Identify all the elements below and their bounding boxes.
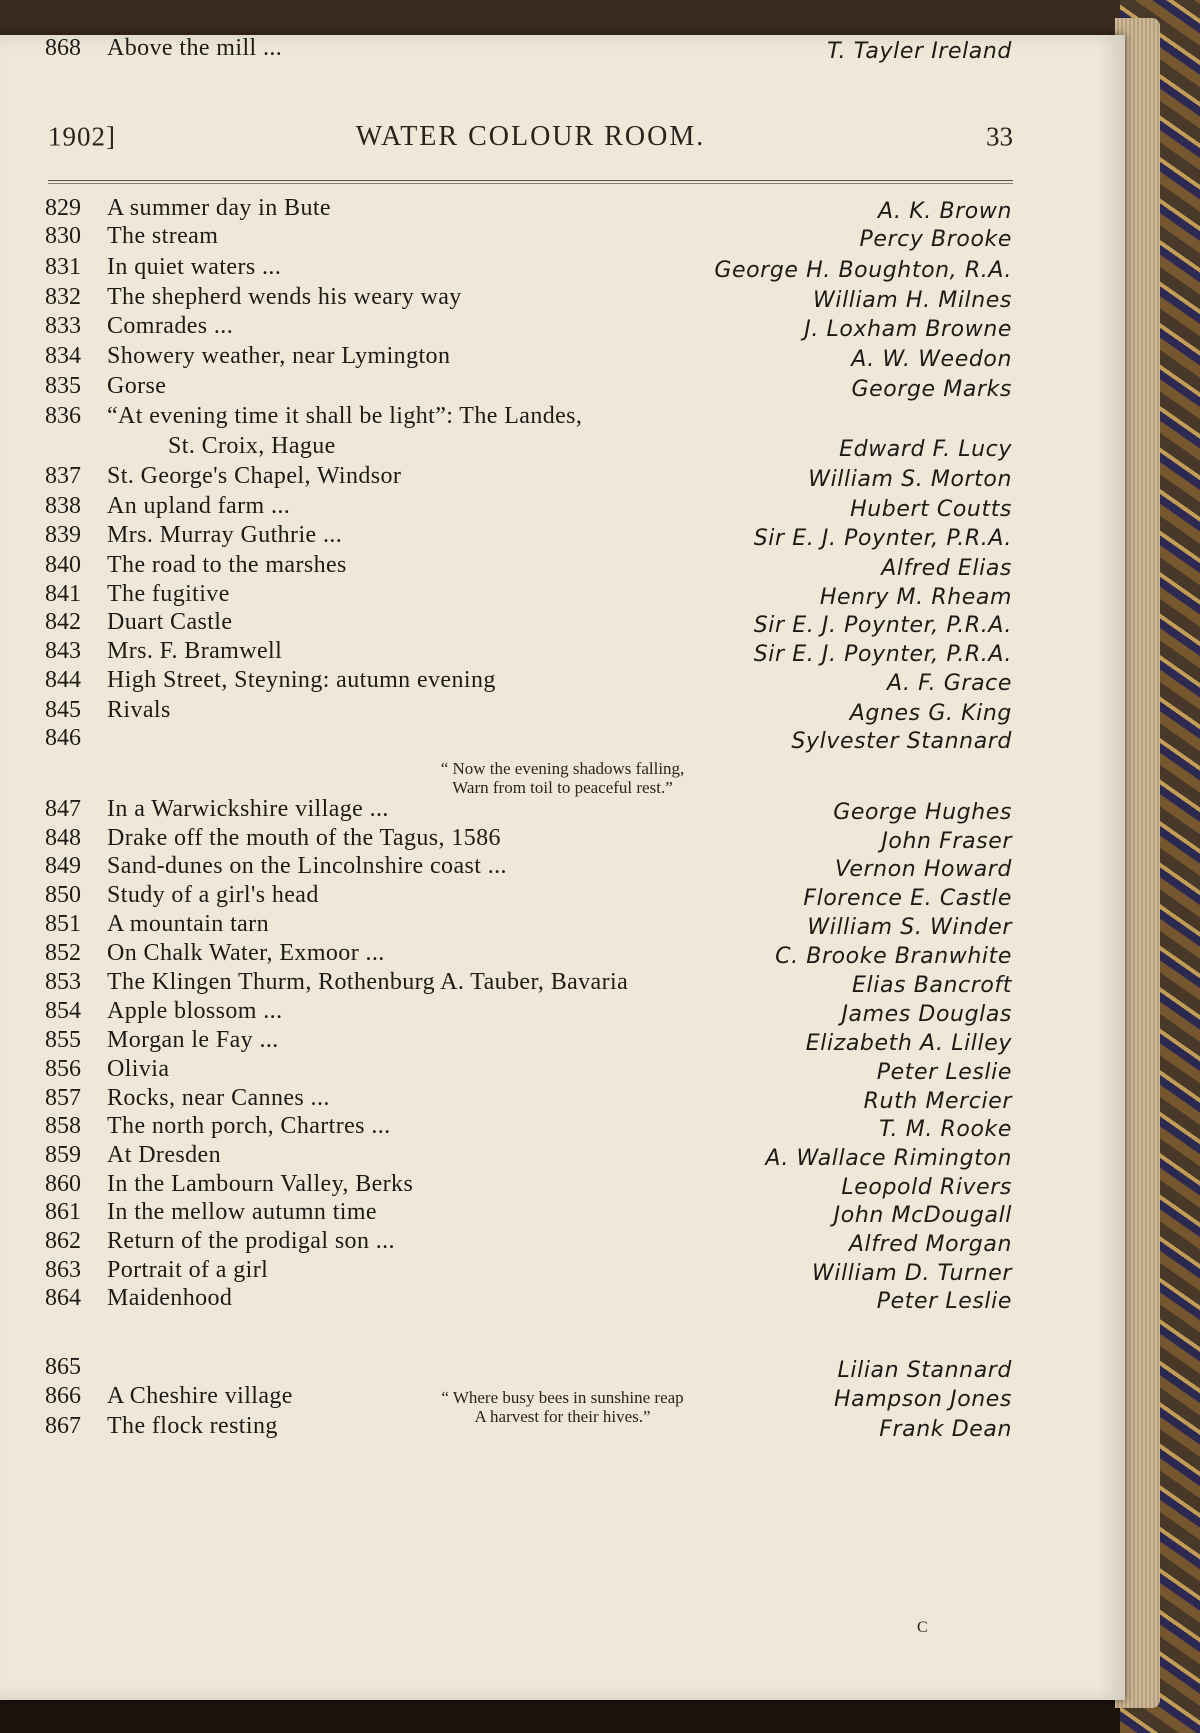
entry-artist: Lilian Stannard — [837, 1358, 1012, 1383]
entry-number: 859 — [45, 1142, 81, 1168]
entry-artist: Sylvester Stannard — [791, 729, 1012, 754]
catalogue-entry — [0, 343, 1125, 375]
entry-title: High Street, Steyning: autumn evening — [107, 667, 496, 693]
entry-title: The fugitive — [107, 581, 230, 607]
entry-title: Olivia — [107, 1056, 170, 1082]
entry-artist: William H. Milnes — [813, 288, 1012, 313]
entry-number: 856 — [45, 1056, 81, 1082]
catalogue-entry — [0, 1199, 1125, 1231]
catalogue-entry — [0, 725, 1125, 757]
entry-artist: Henry M. Rheam — [819, 585, 1012, 610]
entry-title: Mrs. F. Bramwell — [107, 638, 283, 664]
catalogue-entry — [0, 609, 1125, 641]
entry-artist: Elias Bancroft — [852, 973, 1012, 998]
entry-artist: John Fraser — [881, 829, 1012, 854]
catalogue-entry — [0, 522, 1125, 554]
catalogue-entry — [0, 552, 1125, 584]
entry-number: 835 — [45, 373, 81, 399]
entry-artist: Sir E. J. Poynter, P.R.A. — [753, 613, 1012, 638]
entry-title: On Chalk Water, Exmoor ... — [107, 940, 385, 966]
entry-title: Maidenhood — [107, 1285, 233, 1311]
entry-artist: George H. Boughton, R.A. — [714, 258, 1012, 283]
entry-number: 862 — [45, 1228, 81, 1254]
entry-artist: Elizabeth A. Lilley — [805, 1031, 1012, 1056]
entry-artist: J. Loxham Browne — [804, 317, 1012, 342]
entry-title: A summer day in Bute — [107, 195, 331, 221]
entry-number: 847 — [45, 796, 81, 822]
signature-mark: C — [917, 1619, 928, 1636]
entry-title: Showery weather, near Lymington — [107, 343, 451, 369]
catalogue-entry — [0, 493, 1125, 525]
entry-number: 832 — [45, 284, 81, 310]
entry-artist: Frank Dean — [879, 1417, 1012, 1442]
page-title: WATER COLOUR ROOM. — [355, 121, 706, 152]
entry-number: 834 — [45, 343, 81, 369]
entry-quotation — [0, 759, 1125, 797]
entry-title: A Cheshire village — [107, 1383, 293, 1409]
catalogue-entry — [0, 667, 1125, 699]
entry-artist: Edward F. Lucy — [839, 437, 1012, 462]
entry-artist: Agnes G. King — [849, 701, 1012, 726]
catalogue-entry — [0, 998, 1125, 1030]
entry-number: 845 — [45, 697, 81, 723]
entry-number: 866 — [45, 1383, 81, 1409]
catalogue-entry — [0, 969, 1125, 1001]
entry-title: The flock resting — [107, 1413, 278, 1439]
entry-number: 842 — [45, 609, 81, 635]
entry-title: In quiet waters ... — [107, 254, 282, 280]
entry-title: Comrades ... — [107, 313, 234, 339]
entry-number: 854 — [45, 998, 81, 1024]
catalogue-entry — [0, 313, 1125, 345]
entry-title: Sand-dunes on the Lincolnshire coast ... — [107, 853, 507, 879]
entry-number: 861 — [45, 1199, 81, 1225]
catalogue-entry — [0, 638, 1125, 670]
entry-title: The shepherd wends his weary way — [107, 284, 462, 310]
entry-title: In the Lambourn Valley, Berks — [107, 1171, 414, 1197]
entry-number: 865 — [45, 1354, 81, 1380]
catalogue-entry — [0, 35, 1125, 67]
entry-number: 868 — [45, 35, 81, 61]
entry-title: Gorse — [107, 373, 167, 399]
catalogue-entry — [0, 1383, 1125, 1415]
entry-artist: Hubert Coutts — [850, 497, 1012, 522]
entry-number: 844 — [45, 667, 81, 693]
entry-title: Above the mill ... — [107, 35, 283, 61]
entry-number: 851 — [45, 911, 81, 937]
entry-title: Study of a girl's head — [107, 882, 319, 908]
entry-artist: George Hughes — [833, 800, 1012, 825]
entry-artist: A. Wallace Rimington — [765, 1146, 1012, 1171]
catalogue-entry — [0, 1113, 1125, 1145]
entry-number: 857 — [45, 1085, 81, 1111]
entry-number: 843 — [45, 638, 81, 664]
entry-title: In the mellow autumn time — [107, 1199, 377, 1225]
entry-artist: Vernon Howard — [835, 857, 1012, 882]
entry-number: 836 — [45, 403, 81, 429]
entry-artist: Ruth Mercier — [863, 1089, 1012, 1114]
entry-title: The north porch, Chartres ... — [107, 1113, 391, 1139]
entry-title: Portrait of a girl — [107, 1257, 269, 1283]
page-number: 33 — [986, 121, 1013, 152]
header-year: 1902] — [48, 121, 116, 152]
catalogue-entry — [0, 940, 1125, 972]
entry-number: 830 — [45, 223, 81, 249]
entry-number: 839 — [45, 522, 81, 548]
catalogue-entry — [0, 1142, 1125, 1174]
catalogue-entry — [0, 373, 1125, 405]
entry-title-continuation: St. Croix, Hague — [168, 433, 336, 459]
entry-number: 867 — [45, 1413, 81, 1439]
entry-title: Drake off the mouth of the Tagus, 1586 — [107, 825, 501, 851]
catalogue-entry — [0, 911, 1125, 943]
entry-artist: William S. Winder — [807, 915, 1012, 940]
entry-number: 850 — [45, 882, 81, 908]
entry-artist: Peter Leslie — [876, 1289, 1012, 1314]
entry-artist: Leopold Rivers — [841, 1175, 1012, 1200]
entry-artist: Alfred Morgan — [848, 1232, 1012, 1257]
entry-artist: Sir E. J. Poynter, P.R.A. — [753, 526, 1012, 551]
entry-title: At Dresden — [107, 1142, 221, 1168]
entry-title: Rivals — [107, 697, 171, 723]
entry-artist: William D. Turner — [812, 1261, 1012, 1286]
entry-number: 837 — [45, 463, 81, 489]
entry-number: 840 — [45, 552, 81, 578]
entry-number: 831 — [45, 254, 81, 280]
entry-artist: A. W. Weedon — [851, 347, 1012, 372]
entry-number: 855 — [45, 1027, 81, 1053]
catalogue-entry — [0, 1354, 1125, 1386]
entry-artist: A. K. Brown — [878, 199, 1012, 224]
catalogue-entry — [0, 254, 1125, 286]
entry-artist: Hampson Jones — [834, 1387, 1012, 1412]
entry-artist: T. M. Rooke — [879, 1117, 1012, 1142]
catalogue-entry — [0, 882, 1125, 914]
quotation-line: A harvest for their hives.” — [474, 1407, 651, 1426]
entry-number: 860 — [45, 1171, 81, 1197]
entry-title: In a Warwickshire village ... — [107, 796, 389, 822]
entry-artist: Percy Brooke — [859, 227, 1012, 252]
entry-number: 863 — [45, 1257, 81, 1283]
catalogue-entry — [0, 1228, 1125, 1260]
entry-artist: John McDougall — [833, 1203, 1012, 1228]
entry-title: Apple blossom ... — [107, 998, 283, 1024]
entry-number: 833 — [45, 313, 81, 339]
catalogue-entry — [0, 1027, 1125, 1059]
entry-number: 849 — [45, 853, 81, 879]
entry-artist: William S. Morton — [808, 467, 1012, 492]
catalogue-entry — [0, 1056, 1125, 1088]
catalogue-entry — [0, 223, 1125, 255]
entry-title: The Klingen Thurm, Rothenburg A. Tauber, Bavaria — [107, 969, 629, 995]
entry-number: 838 — [45, 493, 81, 519]
catalogue-entry — [0, 796, 1125, 828]
quotation-line: “ Now the evening shadows falling, — [440, 759, 685, 778]
catalogue-entry — [0, 1413, 1125, 1445]
catalogue-entry — [0, 853, 1125, 885]
entry-number: 846 — [45, 725, 81, 751]
entry-artist: George Marks — [851, 377, 1012, 402]
quotation-line: “ Where busy bees in sunshine reap — [441, 1388, 684, 1407]
entry-artist: T. Tayler Ireland — [827, 39, 1012, 64]
entry-number: 852 — [45, 940, 81, 966]
entry-artist: Sir E. J. Poynter, P.R.A. — [753, 642, 1012, 667]
entry-title: Duart Castle — [107, 609, 233, 635]
entry-title: Morgan le Fay ... — [107, 1027, 279, 1053]
entry-number: 829 — [45, 195, 81, 221]
entry-number: 853 — [45, 969, 81, 995]
entry-title: An upland farm ... — [107, 493, 291, 519]
entry-artist: Peter Leslie — [876, 1060, 1012, 1085]
entry-title: “At evening time it shall be light”: The Landes, — [107, 403, 583, 429]
book-page — [0, 35, 1125, 1700]
entry-number: 858 — [45, 1113, 81, 1139]
entry-title: The stream — [107, 223, 219, 249]
entry-artist: Florence E. Castle — [803, 886, 1012, 911]
entry-title: Mrs. Murray Guthrie ... — [107, 522, 343, 548]
entry-title: A mountain tarn — [107, 911, 269, 937]
entry-artist: Alfred Elias — [881, 556, 1012, 581]
entry-title: Rocks, near Cannes ... — [107, 1085, 330, 1111]
entry-artist: C. Brooke Branwhite — [775, 944, 1012, 969]
entry-title: The road to the marshes — [107, 552, 347, 578]
entry-number: 848 — [45, 825, 81, 851]
catalogue-entries — [0, 35, 1125, 1700]
entry-title: St. George's Chapel, Windsor — [107, 463, 402, 489]
catalogue-entry — [0, 284, 1125, 316]
catalogue-entry — [0, 1285, 1125, 1317]
quotation-line: Warn from toil to peaceful rest.” — [452, 778, 673, 797]
entry-title: Return of the prodigal son ... — [107, 1228, 395, 1254]
entry-number: 864 — [45, 1285, 81, 1311]
entry-artist: James Douglas — [841, 1002, 1012, 1027]
catalogue-entry — [0, 463, 1125, 495]
entry-number: 841 — [45, 581, 81, 607]
entry-artist: A. F. Grace — [886, 671, 1012, 696]
